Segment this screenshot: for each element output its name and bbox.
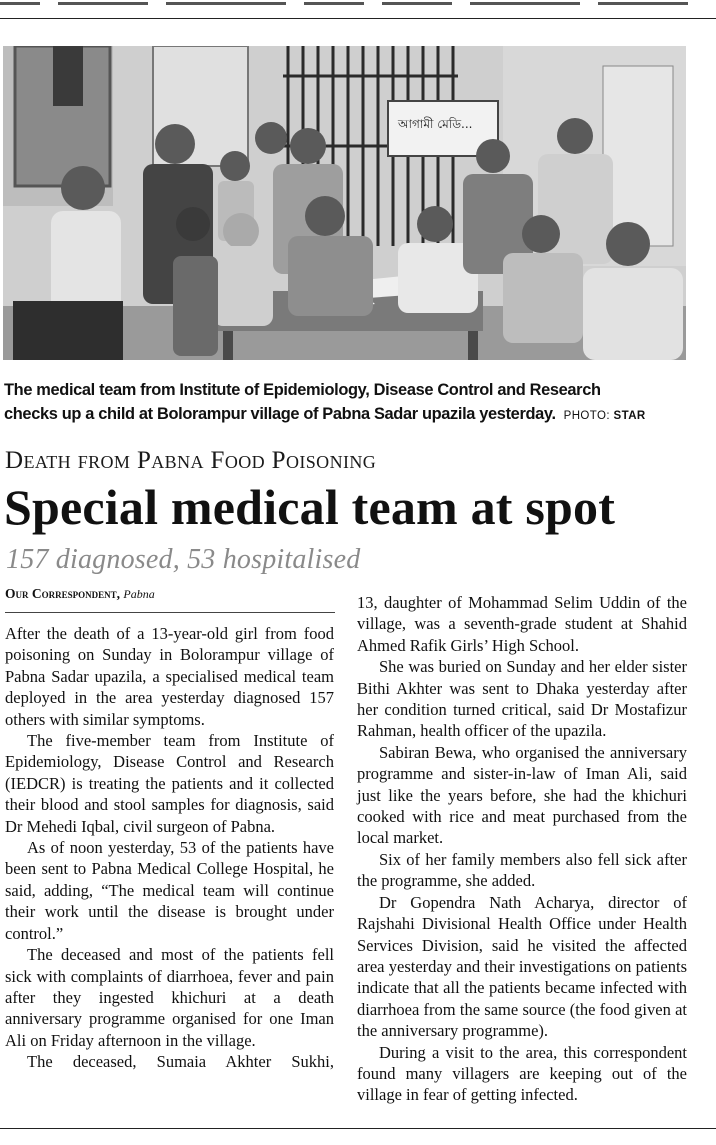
previous-article-fragment bbox=[0, 0, 716, 8]
photo-caption bbox=[4, 378, 694, 428]
article-kicker: Death from Pabna Food Poisoning bbox=[5, 447, 377, 474]
article-column-right bbox=[357, 592, 687, 1106]
bottom-rule bbox=[0, 1128, 716, 1129]
photo-credit bbox=[564, 410, 646, 422]
body-paragraph: Six of her family members also fell sick after the programme, she added. bbox=[357, 849, 687, 891]
caption-line-2 bbox=[4, 402, 694, 428]
body-paragraph: She was buried on Sunday and her elder sister Bithi Akhter was sent to Dhaka yesterday after her condition turned critical, said Dr Mostafizur Rahman, health officer of the upazila. bbox=[357, 657, 687, 741]
caption-line-1: The medical team from Institute of Epidemiology, Disease Control and Research bbox=[4, 381, 601, 399]
article-byline bbox=[5, 585, 155, 603]
top-rule bbox=[0, 18, 716, 19]
body-paragraph: After the death of a 13-year-old girl from food poisoning on Sunday in Bolorampur village of Pabna Sadar upazila, a specialised medical team deployed in the area yesterday diagnosed 157 others with similar symptoms. bbox=[5, 624, 334, 729]
body-paragraph: Sabiran Bewa, who organised the anniversary programme and sister-in-law of Iman Ali, said just like the years before, she had the khichuri cooked with rice and meat purchased from the local market. bbox=[357, 742, 687, 848]
byline-place: Pabna bbox=[123, 587, 155, 601]
caption-line-2-text: checks up a child at Bolorampur village of Pabna Sadar upazila yesterday. bbox=[4, 405, 556, 423]
body-paragraph: The deceased, Sumaia Akhter Sukhi, bbox=[27, 1052, 334, 1072]
photo-credit-prefix: PHOTO: bbox=[563, 410, 610, 422]
article-headline: Special medical team at spot bbox=[4, 479, 616, 535]
body-paragraph: The deceased and most of the patients fell sick with complaints of diarrhoea, fever and pain after they ingested khichuri at a death anniversary programme organised for one Iman Ali on Friday afternoon in the village. bbox=[5, 945, 334, 1050]
body-paragraph: Dr Gopendra Nath Acharya, director of Rajshahi Divisional Health Office under Health Services Division, said he visited the affected area yesterday and their investigations on patients indicate that all the patients became infected with diarrhoea from the same source (the food given at the anniversary programme). bbox=[357, 892, 687, 1041]
news-photo bbox=[3, 46, 686, 360]
photo-credit-source: STAR bbox=[613, 410, 646, 422]
body-paragraph: During a visit to the area, this correspondent found many villagers are keeping out of the village in fear of getting infected. bbox=[357, 1042, 687, 1105]
body-paragraph: 13, daughter of Mohammad Selim Uddin of the village, was a seventh-grade student at Shahid Ahmed Rafik Girls’ High School. bbox=[357, 593, 687, 655]
article-column-left bbox=[5, 623, 334, 1073]
body-paragraph: As of noon yesterday, 53 of the patients have been sent to Pabna Medical College Hospital, he said, adding, “The medical team will continue their work until the disease is brought under control.” bbox=[5, 838, 334, 943]
byline-rule bbox=[5, 612, 335, 613]
body-paragraph: The five-member team from Institute of Epidemiology, Disease Control and Research (IEDCR) is treating the patients and it collected their blood and stool samples for diagnosis, said Dr Mehedi Iqbal, civil surgeon of Pabna. bbox=[5, 731, 334, 836]
byline-author: Our Correspondent, bbox=[5, 586, 121, 601]
article-deck: 157 diagnosed, 53 hospitalised bbox=[6, 544, 361, 575]
banner-text: আগামী মেডি... bbox=[398, 117, 473, 131]
